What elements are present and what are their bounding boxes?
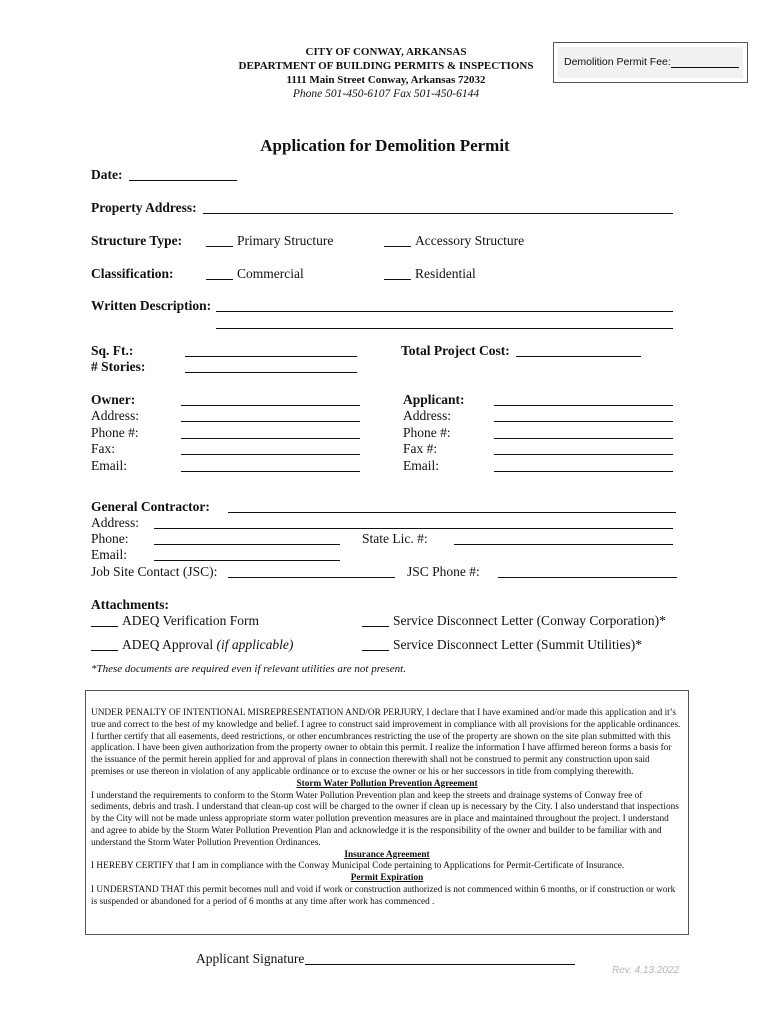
property-address-label: Property Address: [91,200,197,215]
adeq-approval-label: ADEQ Approval (if applicable) [122,637,294,652]
classification-label: Classification: [91,266,174,281]
applicant-email-field[interactable] [494,471,673,472]
primary-structure-check[interactable] [206,246,233,247]
contractor-address-field[interactable] [154,528,673,529]
permit-expiration-statement: I UNDERSTAND THAT this permit becomes null and void if work or construction authorized is not commenced within 6 months, or if construction or work is suspended or abandoned for a period of 6 months at any time after work has commenced . [91,884,676,907]
signature-field[interactable] [305,964,575,965]
applicant-address-field[interactable] [494,421,673,422]
owner-heading: Owner: [91,392,136,407]
storm-water-heading: Storm Water Pollution Prevention Agreement [296,778,478,789]
perjury-statement: UNDER PENALTY OF INTENTIONAL MISREPRESENTATION AND/OR PERJURY, I declare that I have examined and/or made this application and it’s true and correct to the best of my knowledge and belief. I agree to construct said improvement in compliance with all provisions for the applicable ordinances. I further certify that all easements, deed restrictions, or other encumbrances restricting the use of the property are shown on the site plan submitted with this application. I have been given authorization from the property owner to obtain this permit. I realize the information I have affirmed hereon forms a basis for the issuance of the permit herein applied for and approval of plans in connection therewith shall not be construed to permit any construction upon said premises or use thereon in violation of any applicable ordinance or to excuse the owner or his or her successors in title from complying therewith. [91,708,681,777]
fee-line [671,67,739,68]
insurance-statement: I HEREBY CERTIFY that I am in compliance with the Conway Municipal Code pertaining to Applications for Permit-Certificate of Insurance. [91,861,625,872]
permit-expiration-heading: Permit Expiration [350,873,424,884]
owner-phone-field[interactable] [181,438,360,439]
disclaimer-box [85,690,689,935]
applicant-fax-label: Fax #: [403,441,438,456]
attachments-heading: Attachments: [91,597,169,612]
stories-label: # Stories: [91,359,146,374]
adeq-verification-check[interactable] [91,626,118,627]
city-name: CITY OF CONWAY, ARKANSAS [305,46,467,58]
structure-type-label: Structure Type: [91,233,183,248]
owner-fax-label: Fax: [91,441,116,456]
accessory-structure-label: Accessory Structure [415,233,525,248]
fee-field[interactable] [558,47,743,78]
department-phone-fax: Phone 501-450-6107 Fax 501-450-6144 [292,88,480,100]
applicant-fax-field[interactable] [494,454,673,455]
jsc-label: Job Site Contact (JSC): [91,564,218,579]
owner-email-field[interactable] [181,471,360,472]
stories-field[interactable] [185,372,357,373]
applicant-phone-field[interactable] [494,438,673,439]
owner-address-label: Address: [91,408,139,423]
signature-label: Applicant Signature [196,951,305,966]
department-address: 1111 Main Street Conway, Arkansas 72032 [286,74,486,86]
contractor-phone-field[interactable] [154,544,340,545]
date-field[interactable] [129,180,237,181]
contractor-email-field[interactable] [154,560,340,561]
state-lic-field[interactable] [454,544,673,545]
residential-label: Residential [415,266,476,281]
jsc-field[interactable] [228,577,395,578]
contractor-address-label: Address: [91,515,139,530]
applicant-heading: Applicant: [403,392,465,407]
conway-disconnect-label: Service Disconnect Letter (Conway Corporation)* [393,613,666,628]
date-label: Date: [91,167,123,182]
state-lic-label: State Lic. #: [362,531,428,546]
applicant-phone-label: Phone #: [403,425,451,440]
summit-disconnect-check[interactable] [362,650,389,651]
written-description-field-2[interactable] [216,328,673,329]
adeq-verification-label: ADEQ Verification Form [122,613,259,628]
owner-email-label: Email: [91,458,127,473]
written-description-label: Written Description: [91,298,212,313]
attachments-note: *These documents are required even if relevant utilities are not present. [91,663,406,675]
storm-water-statement: I understand the requirements to conform to the Storm Water Pollution Prevention plan and keep the streets and drainage systems of Conway free of sediments, debris and trash. I understand that clean-up cost will be charged to the owner if clean up is necessary by the City. I also understand that inspections by the City will not be made unless appropriate storm water pollution prevention measures are in place and maintained throughout the project. I understand and agree to abide by the Storm Water Pollution Prevention Plan and acknowledge it is the responsibility of the owner and builder to be familiar with and understand the Storm Water Pollution Prevention Ordinances. [91,790,679,848]
summit-disconnect-label: Service Disconnect Letter (Summit Utilities)* [393,637,642,652]
property-address-field[interactable] [203,213,673,214]
owner-fax-field[interactable] [181,454,360,455]
revision-date: Rev. 4.13.2022 [612,965,680,976]
adeq-approval-check[interactable] [91,650,118,651]
commercial-check[interactable] [206,279,233,280]
sq-ft-label: Sq. Ft.: [91,343,134,358]
written-description-field-1[interactable] [216,311,673,312]
residential-check[interactable] [384,279,411,280]
owner-phone-label: Phone #: [91,425,139,440]
commercial-label: Commercial [237,266,304,281]
department-name: DEPARTMENT OF BUILDING PERMITS & INSPECTIONS [238,60,534,72]
applicant-email-label: Email: [403,458,439,473]
sq-ft-field[interactable] [185,356,357,357]
fee-box [553,42,748,83]
applicant-address-label: Address: [403,408,451,423]
contractor-phone-label: Phone: [91,531,129,546]
general-contractor-field[interactable] [228,512,676,513]
owner-name-field[interactable] [181,405,360,406]
primary-structure-label: Primary Structure [237,233,334,248]
total-project-cost-label: Total Project Cost: [401,343,510,358]
insurance-heading: Insurance Agreement [344,849,430,860]
jsc-phone-field[interactable] [498,577,677,578]
form-title: Application for Demolition Permit [260,136,510,155]
jsc-phone-label: JSC Phone #: [407,564,480,579]
fee-label: Demolition Permit Fee: [564,56,671,68]
contractor-email-label: Email: [91,547,127,562]
applicant-name-field[interactable] [494,405,673,406]
adeq-approval-note: (if applicable) [216,637,294,652]
general-contractor-label: General Contractor: [91,499,210,514]
owner-address-field[interactable] [181,421,360,422]
conway-disconnect-check[interactable] [362,626,389,627]
total-project-cost-field[interactable] [516,356,641,357]
accessory-structure-check[interactable] [384,246,411,247]
